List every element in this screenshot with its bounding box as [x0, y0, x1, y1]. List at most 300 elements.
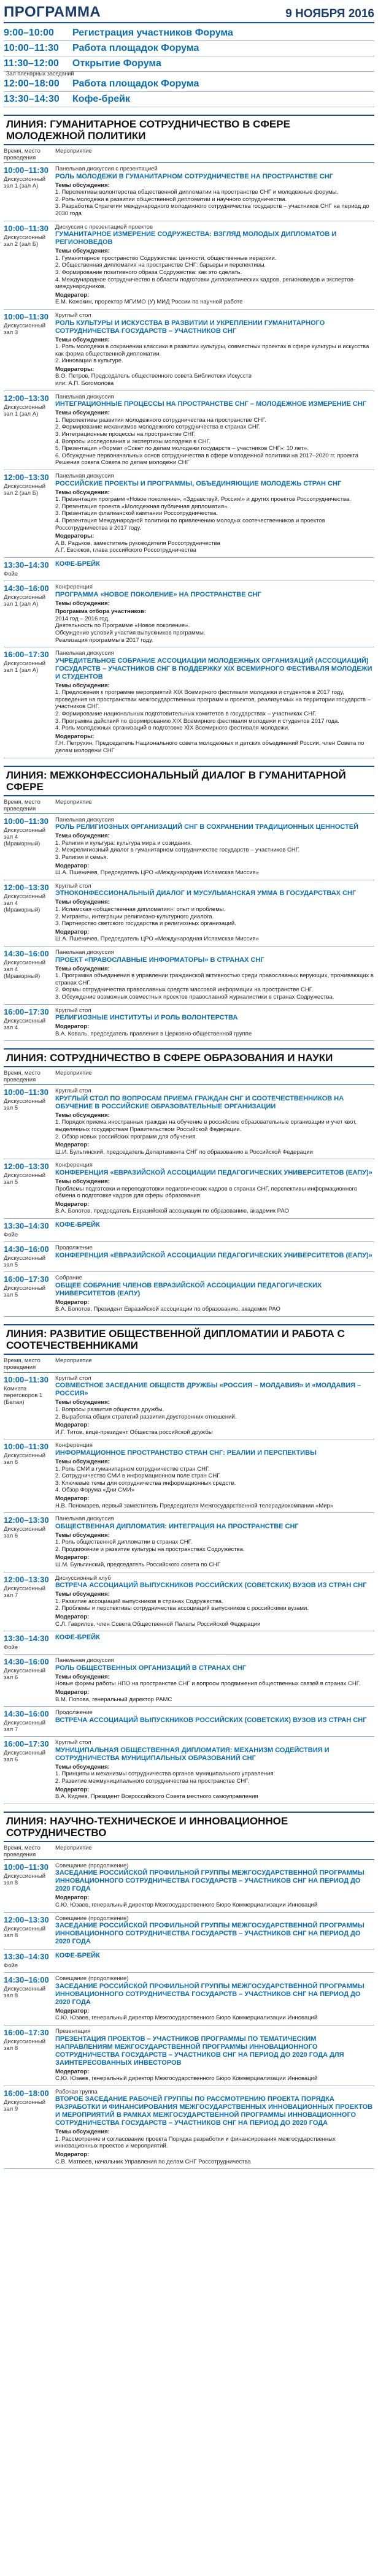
session-line: С.Ю. Юзаев, генеральный директор Межгосударственного Бюро Коммерциализации Инноваций — [55, 2014, 318, 2022]
session-content — [55, 1244, 374, 1268]
session-title: ОБЩЕЕ СОБРАНИЕ ЧЛЕНОВ ЕВРАЗИЙСКОЙ АССОЦИАЦИИ ПЕДАГОГИЧЕСКИХ УНИВЕРСИТЕТОВ (ЕАПУ) — [55, 1281, 322, 1297]
session-content — [55, 1952, 374, 1969]
session-label: Модератор: — [55, 2068, 90, 2075]
session-line: В.А. Коваль, председатель правления в Церковно-общественной группе — [55, 1030, 252, 1037]
session-line: 6. Обсуждение первоначальных основ сотрудничества в сфере молодежной политики на 2017–2020 гг. проекта Решения совета Совета по делам молодежи СНГ — [55, 452, 359, 467]
session-meta — [4, 1275, 55, 1313]
session-block — [4, 1707, 374, 1737]
session-line: С.Л. Гаврилов, член Совета Общественной Палаты Российской Федерации — [55, 1620, 261, 1628]
section — [4, 1812, 374, 2170]
session-line: 4. Роль молодежных организаций в подготовке XIX Всемирного фестиваля молодежи. — [55, 725, 290, 732]
opening-time: 11:30–12:00 — [4, 58, 59, 69]
session-time: 10:00–11:30 — [4, 1442, 49, 1452]
opening-schedule — [4, 26, 374, 107]
session-label: Модератор: — [55, 1894, 90, 1902]
session-title: ПРЕЗЕНТАЦИЯ ПРОЕКТОВ – УЧАСТНИКОВ ПРОГРАММЫ ПО ТЕМАТИЧЕСКИМ НАПРАВЛЕНИЯМ МЕЖГОСУДАРСТВЕННОЙ ПРОГРАММЫ ИННОВАЦИОННОГО СОТРУДНИЧЕСТВА ГОСУДАРСТВ – УЧАСТНИКОВ СНГ НА ПЕРИОД ДО 2020 ГОДА ДЛЯ ЗАИНТЕРЕСОВАННЫХ ИНВЕСТОРОВ — [55, 2035, 344, 2067]
session-content — [55, 1088, 374, 1156]
session-meta — [4, 394, 55, 467]
session-block — [4, 1513, 374, 1572]
opening-title: Регистрация участников Форума — [72, 28, 233, 38]
session-content — [55, 883, 374, 943]
session-line: Новые формы работы НПО на пространстве СНГ и вопросы продвижения общественных связей в странах СНГ. — [55, 1680, 361, 1688]
session-content — [55, 224, 374, 306]
session-title: КОФЕ-БРЕЙК — [55, 560, 100, 568]
session-format: Круглый стол — [55, 1007, 91, 1014]
session-title: ЗАСЕДАНИЕ РОССИЙСКОЙ ПРОФИЛЬНОЙ ГРУППЫ МЕЖГОСУДАРСТВЕННОЙ ПРОГРАММЫ ИННОВАЦИОННОГО СОТРУДНИЧЕСТВА ГОСУДАРСТВ – УЧАСТНИКОВ СНГ НА ПЕРИОД ДО 2020 ГОДА — [55, 1922, 364, 1946]
session-format: Собрание — [55, 1275, 82, 1281]
session-label: Темы обсуждения: — [55, 410, 110, 417]
session-line: В.А. Болотов, председатель Евразийской ассоциации по образованию, академик РАО — [55, 1208, 289, 1215]
session-line: А.В. Радьков, заместитель руководителя Россотрудничества — [55, 539, 220, 547]
session-label: Модератор: — [55, 1023, 90, 1031]
session-format: Круглый стол — [55, 1374, 91, 1382]
session-label: Темы обсуждения: — [55, 248, 110, 255]
session-format: Круглый стол — [55, 311, 91, 319]
session-label: Темы обсуждения: — [55, 489, 110, 496]
column-event: Мероприятие — [55, 1357, 92, 1364]
session-time: 14:30–16:00 — [4, 1975, 49, 1985]
session-title: КОФЕ-БРЕЙК — [55, 1221, 100, 1229]
session-time: 14:30–16:00 — [4, 1709, 49, 1719]
session-time: 13:30–14:30 — [4, 1952, 49, 1962]
session-block — [4, 2086, 374, 2170]
opening-time: 12:00–18:00 — [4, 78, 60, 89]
session-meta — [4, 1575, 55, 1628]
session-line: 2. Продвижение и развитие культуры на пространствах Содружества. — [55, 1545, 245, 1553]
session-place: Дискуссионный зал 1 (зал А) — [4, 593, 46, 608]
session-line: 1. Порядок приема иностранных граждан на обучение в российские образовательные организации и учет квот, выделяемых государствам Правительством Российской Федерации. — [55, 1119, 357, 1134]
opening-title: Работа площадок Форума — [72, 43, 199, 53]
session-title: ЗАСЕДАНИЕ РОССИЙСКОЙ ПРОФИЛЬНОЙ ГРУППЫ МЕЖГОСУДАРСТВЕННОЙ ПРОГРАММЫ ИННОВАЦИОННОГО СОТРУДНИЧЕСТВА ГОСУДАРСТВ – УЧАСТНИКОВ СНГ НА ПЕРИОД ДО 2020 ГОДА — [55, 1869, 364, 1893]
session-line: 1. Рассмотрение и согласование проекта Порядка разработки и финансирования межгосударственных инновационных проектов и мероприятий. — [55, 2135, 336, 2150]
session-place: Дискуссионный зал 6 — [4, 1452, 46, 1466]
session-block — [4, 1219, 374, 1242]
session-block — [4, 221, 374, 310]
session-label: Программа отбора участников: — [55, 608, 146, 615]
session-block — [4, 1973, 374, 2025]
session-content — [55, 312, 374, 387]
session-label: Темы обсуждения: — [55, 899, 110, 906]
session-place: Дискуссионный зал 5 — [4, 1172, 46, 1186]
session-format: Панельная дискуссия — [55, 650, 114, 657]
session-line: Деятельность по Программе «Новое поколение». — [55, 622, 190, 630]
session-format: Дискуссия с презентацией проектов — [55, 223, 153, 231]
session-meta — [4, 1442, 55, 1509]
session-format: Конференция — [55, 1442, 93, 1449]
session-label: Модератор: — [55, 1200, 90, 1208]
session-format: Панельная дискуссия — [55, 393, 114, 400]
column-header — [4, 1842, 374, 1860]
session-place: Дискуссионный зал 1 (зал А) — [4, 403, 46, 417]
session-meta — [4, 1375, 55, 1436]
session-time: 10:00–11:30 — [4, 1088, 49, 1097]
section — [4, 115, 374, 758]
session-line: И.Г. Титов, вице-президент Общества российской дружбы — [55, 1428, 213, 1436]
session-label: Темы обсуждения: — [55, 1531, 110, 1539]
session-label: Темы обсуждения: — [55, 1111, 110, 1119]
session-content — [55, 1709, 374, 1733]
opening-row — [4, 41, 374, 56]
session-content — [55, 1915, 374, 1946]
session-title: ГУМАНИТАРНОЕ ИЗМЕРЕНИЕ СОДРУЖЕСТВА: ВЗГЛЯД МОЛОДЫХ ДИПЛОМАТОВ И РЕГИОНОВЕДОВ — [55, 231, 337, 246]
session-meta — [4, 883, 55, 943]
session-title: РЕЛИГИОЗНЫЕ ИНСТИТУТЫ И РОЛЬ ВОЛОНТЕРСТВА — [55, 1014, 238, 1022]
session-block — [4, 581, 374, 647]
session-format: Конференция — [55, 1162, 93, 1169]
section — [4, 766, 374, 1042]
session-content — [55, 949, 374, 1001]
session-line: В.А. Кидяев, Президент Всероссийского Совета местного самоуправления — [55, 1793, 258, 1801]
session-content — [55, 1375, 374, 1436]
session-line: С.Ю. Юзаев, генеральный директор Межгосударственного Бюро Коммерциализации Инноваций — [55, 2075, 318, 2083]
session-line: 5. Презентация «Формат «Совет по делам молодежи государств – участников СНГ»: 10 лет». — [55, 445, 309, 452]
session-line: 2. Роль молодежи в развитии общественной дипломатии и научного сотрудничества. — [55, 196, 287, 203]
session-label: Модератор: — [55, 862, 90, 869]
session-place: Дискуссионный зал 4 (Мраморный) — [4, 959, 46, 980]
session-place: Дискуссионный зал 3 — [4, 322, 46, 336]
session-label: Темы обсуждения: — [55, 1399, 110, 1406]
session-content — [55, 1162, 374, 1215]
session-time: 10:00–11:30 — [4, 166, 49, 175]
session-place: Дискуссионный зал 6 — [4, 1526, 46, 1540]
session-line: 2. Развитие межмуниципального сотрудничества на пространстве СНГ. — [55, 1777, 249, 1785]
session-place: Дискуссионный зал 2 (зал Б) — [4, 234, 46, 248]
session-time: 16:00–17:30 — [4, 1739, 49, 1749]
session-line: С.В. Матвеев, начальник Управления по делам СНГ Россотрудничества — [55, 2158, 251, 2165]
session-label: Модератор: — [55, 1422, 90, 1429]
session-line: Н.В. Пономарев, первый заместитель Председателя Межгосударственной телерадиокомпании «Мир» — [55, 1502, 334, 1509]
session-time: 12:00–13:30 — [4, 1574, 49, 1584]
session-label: Темы обсуждения: — [55, 181, 110, 189]
session-format: Круглый стол — [55, 1088, 91, 1095]
session-format: Панельная дискуссия — [55, 1657, 114, 1664]
session-content — [55, 166, 374, 218]
session-time: 13:30–14:30 — [4, 1634, 49, 1644]
session-label: Темы обсуждения: — [55, 1178, 110, 1186]
session-title: КОФЕ-БРЕЙК — [55, 1952, 100, 1960]
section-title: ЛИНИЯ: ГУМАНИТАРНОЕ СОТРУДНИЧЕСТВО В СФЕРЕ МОЛОДЕЖНОЙ ПОЛИТИКИ — [4, 115, 374, 145]
section-title: ЛИНИЯ: РАЗВИТИЕ ОБЩЕСТВЕННОЙ ДИПЛОМАТИИ И РАБОТА С СООТЕЧЕСТВЕННИКАМИ — [4, 1324, 374, 1355]
session-title: ПРОЕКТ «ПРАВОСЛАВНЫЕ ИНФОРМАТОРЫ» В СТРАНАХ СНГ — [55, 956, 264, 964]
session-content — [55, 394, 374, 467]
opening-row — [4, 56, 374, 72]
session-meta — [4, 584, 55, 644]
session-line: 2014 год – 2016 год. — [55, 615, 110, 622]
session-time: 16:00–17:30 — [4, 1007, 49, 1016]
session-place: Дискуссионный зал 8 — [4, 1986, 46, 2000]
session-line: 1. Исламская «общественная дипломатия»: опыт и проблемы. — [55, 905, 226, 913]
session-block — [4, 647, 374, 758]
session-line: В.О. Петров, Председатель общественного совета Библиотеки Искусств — [55, 373, 252, 380]
session-content — [55, 1739, 374, 1801]
session-content — [55, 2028, 374, 2083]
session-line: 2. Проблемы и перспективы сотрудничества ассоциаций выпускников с российскими вузами. — [55, 1605, 309, 1612]
session-time: 12:00–13:30 — [4, 1915, 49, 1924]
session-meta — [4, 1739, 55, 1801]
session-label: Темы обсуждения: — [55, 682, 110, 689]
opening-time: 9:00–10:00 — [4, 28, 54, 38]
session-time: 12:00–13:30 — [4, 1515, 49, 1525]
session-content — [55, 1442, 374, 1509]
session-block — [4, 310, 374, 391]
session-block — [4, 1242, 374, 1272]
session-title: СОВМЕСТНОЕ ЗАСЕДАНИЕ ОБЩЕСТВ ДРУЖБЫ «РОССИЯ – МОЛДАВИЯ» И «МОЛДАВИЯ – РОССИЯ» — [55, 1382, 361, 1398]
column-event: Мероприятие — [55, 1070, 92, 1077]
session-line: 1. Роль СМИ в гуманитарном сотрудничестве стран СНГ. — [55, 1465, 210, 1473]
session-place: Фойе — [4, 570, 18, 577]
session-time: 10:00–11:30 — [4, 1374, 49, 1384]
session-title: МУНИЦИПАЛЬНАЯ ОБЩЕСТВЕННАЯ ДИПЛОМАТИЯ: МЕХАНИЗМ СОДЕЙСТВИЯ И СОТРУДНИЧЕСТВА МУНИЦИПАЛЬНЫХ ОБРАЗОВАНИЙ СНГ — [55, 1746, 330, 1762]
session-line: 3. Формирование позитивного образа Содружества: как это сделать. — [55, 269, 242, 276]
session-time: 16:00–17:30 — [4, 2027, 49, 2037]
session-line: 1. Роль общественной дипломатии в странах СНГ. — [55, 1539, 193, 1546]
session-time: 13:30–14:30 — [4, 560, 49, 570]
session-format: Совещание (продолжение) — [55, 1915, 129, 1922]
session-content — [55, 1221, 374, 1238]
session-place: Комната переговоров 1 (Белая) — [4, 1385, 43, 1406]
session-label: Темы обсуждения: — [55, 1673, 110, 1680]
session-format: Продолжение — [55, 1244, 93, 1251]
session-label: Модератор: — [55, 1141, 90, 1149]
section — [4, 1324, 374, 1804]
session-label: Модератор: — [55, 1495, 90, 1502]
column-time-place: Время, место проведения — [4, 1357, 40, 1371]
session-line: 2. Презентация проекта «Молодежная публичная дипломатия». — [55, 503, 229, 510]
session-line: 4. Вопросы исследования и экспертизы молодежи в СНГ. — [55, 438, 211, 445]
session-line: 3. Программа действий по формированию XIX Всемирного фестиваля молодежи и студентов 2017 года. — [55, 717, 339, 725]
session-meta — [4, 560, 55, 577]
session-meta — [4, 166, 55, 218]
session-title: КОНФЕРЕНЦИЯ «ЕВРАЗИЙСКОЙ АССОЦИАЦИИ ПЕДАГОГИЧЕСКИХ УНИВЕРСИТЕТОВ (ЕАПУ)» — [55, 1169, 372, 1177]
session-time: 16:00–17:30 — [4, 650, 49, 660]
session-place: Дискуссионный зал 5 — [4, 1255, 46, 1268]
session-meta — [4, 1162, 55, 1215]
session-time: 14:30–16:00 — [4, 1244, 49, 1254]
session-format: Продолжение — [55, 1709, 93, 1717]
session-label: Темы обсуждения: — [55, 1763, 110, 1770]
session-title: РОЛЬ МОЛОДЕЖИ В ГУМАНИТАРНОМ СОТРУДНИЧЕСТВЕ НА ПРОСТРАНСТВЕ СНГ — [55, 172, 333, 180]
session-time: 12:00–13:30 — [4, 1162, 49, 1172]
session-label: Модератор: — [55, 1554, 90, 1561]
session-place: Дискуссионный зал 2 (зал Б) — [4, 483, 46, 497]
session-time: 14:30–16:00 — [4, 948, 49, 958]
session-block — [4, 1572, 374, 1632]
session-format: Панельная дискуссия — [55, 816, 114, 823]
session-format: Круглый стол — [55, 882, 91, 890]
session-line: 4. Международное сотрудничество в области подготовки дипломатических кадров, регионоведов и экспертов-международников. — [55, 276, 355, 291]
session-meta — [4, 1952, 55, 1969]
column-header — [4, 1067, 374, 1085]
session-line: 2. Инновации в культуре. — [55, 357, 123, 365]
session-line: Е.М. Кожокин, проректор МГИМО (У) МИД России по научной работе — [55, 299, 243, 306]
session-meta — [4, 1634, 55, 1651]
session-line: 3. Разработка Стратегии международного молодежного сотрудничества государств – участников СНГ на период до 2030 года — [55, 203, 369, 217]
session-label: Темы обсуждения: — [55, 600, 110, 607]
opening-sub: Зал пленарных заседаний — [6, 70, 74, 77]
session-line: 4. Презентация Международной политики по привлечению молодых соотечественников и проектов Россотрудничества в 2017 году. — [55, 517, 325, 532]
column-time-place: Время, место проведения — [4, 798, 40, 812]
session-place: Дискуссионный зал 8 — [4, 1872, 46, 1886]
session-meta — [4, 650, 55, 755]
session-content — [55, 1515, 374, 1569]
session-time: 10:00–11:30 — [4, 223, 49, 233]
session-time: 12:00–13:30 — [4, 393, 49, 403]
session-title: РОЛЬ ОБЩЕСТВЕННЫХ ОРГАНИЗАЦИЙ В СТРАНАХ СНГ — [55, 1664, 246, 1672]
session-line: 1. Перспективы волонтерства общественной дипломатии на пространстве СНГ и молодежные форумы. — [55, 189, 338, 196]
session-format: Круглый стол — [55, 1739, 91, 1747]
session-place: Дискуссионный зал 9 — [4, 2098, 46, 2113]
session-format: Презентация — [55, 2027, 91, 2035]
column-time-place: Время, место проведения — [4, 1070, 40, 1084]
session-line: Ш.М. Бульгинский, председатель Российского совета по СНГ — [55, 1561, 221, 1569]
session-time: 12:00–13:30 — [4, 882, 49, 892]
session-line: 2. Сотрудничество СМИ в информационном поле стран СНГ. — [55, 1473, 221, 1480]
session-line: 1. Презентация программ «Новое поколение», «Здравствуй, Россия!» и других проектов Россотрудничества. — [55, 496, 351, 503]
session-place: Дискуссионный зал 1 (зал А) — [4, 660, 46, 674]
section-title: ЛИНИЯ: МЕЖКОНФЕССИОНАЛЬНЫЙ ДИАЛОГ В ГУМАНИТАРНОЙ СФЕРЕ — [4, 766, 374, 796]
session-block — [4, 1860, 374, 1913]
session-block — [4, 391, 374, 470]
session-content — [55, 650, 374, 755]
session-line: 1. Гуманитарное пространство Содружества: ценности, общественные иерархии. — [55, 254, 277, 262]
session-place: Дискуссионный зал 4 (Мраморный) — [4, 826, 46, 847]
session-line: 4. Обзор Форума «Дни СМИ» — [55, 1487, 135, 1494]
session-block — [4, 880, 374, 947]
session-place: Дискуссионный зал 5 — [4, 1098, 46, 1112]
session-block — [4, 947, 374, 1005]
session-content — [55, 1657, 374, 1703]
session-meta — [4, 1007, 55, 1038]
session-line: 2. Обзор новых российских программ для обучения. — [55, 1133, 197, 1140]
session-label: Модераторы: — [55, 733, 94, 740]
session-place: Дискуссионный зал 1 (зал А) — [4, 176, 46, 189]
opening-title: Открытие Форума — [72, 58, 161, 69]
session-format: Панельная дискуссия — [55, 1515, 114, 1523]
column-event: Мероприятие — [55, 798, 92, 806]
session-block — [4, 1272, 374, 1317]
opening-time: 13:30–14:30 — [4, 94, 60, 104]
session-meta — [4, 2028, 55, 2083]
session-line: 2. Межрелигиозный диалог в гуманитарном сотрудничестве государств – участников СНГ. — [55, 847, 300, 854]
session-time: 16:00–18:00 — [4, 2088, 49, 2098]
session-title: УЧРЕДИТЕЛЬНОЕ СОБРАНИЕ АССОЦИАЦИИ МОЛОДЕЖНЫХ ОРГАНИЗАЦИЙ (АССОЦИАЦИЙ) ГОСУДАРСТВ – УЧАСТНИКОВ СНГ В ПОДДЕРЖКУ XIX ВСЕМИРНОГО ФЕСТИВАЛЯ МОЛОДЕЖИ И СТУДЕНТОВ — [55, 657, 372, 680]
session-line: В.М. Попова, генеральный директор РАМС — [55, 1696, 172, 1703]
session-label: Модератор: — [55, 1614, 90, 1621]
session-time: 12:00–13:30 — [4, 473, 49, 482]
session-meta — [4, 1915, 55, 1946]
session-format: Панельная дискуссия с презентацией — [55, 166, 158, 172]
session-line: А.Г. Евсюков, глава российского Россотрудничества — [55, 547, 196, 554]
column-time-place: Время, место проведения — [4, 148, 40, 161]
session-title: ВТОРОЕ ЗАСЕДАНИЕ РАБОЧЕЙ ГРУППЫ ПО РАССМОТРЕНИЮ ПРОЕКТА ПОРЯДКА РАЗРАБОТКИ И ФИНАНСИРОВАНИЯ МЕЖГОСУДАРСТВЕННЫХ ИННОВАЦИОННЫХ ПРОЕКТОВ И МЕРОПРИЯТИЙ В РАМКАХ МЕЖГОСУДАРСТВЕННОЙ ПРОГРАММЫ ИННОВАЦИОННОГО СОТРУДНИЧЕСТВА ГОСУДАРСТВ – УЧАСТНИКОВ СНГ НА ПЕРИОД ДО 2020 ГОДА — [55, 2095, 373, 2127]
session-title: ИНТЕГРАЦИОННЫЕ ПРОЦЕССЫ НА ПРОСТРАНСТВЕ СНГ – МОЛОДЕЖНОЕ ИЗМЕРЕНИЕ СНГ — [55, 400, 366, 408]
session-meta — [4, 473, 55, 554]
session-label: Модератор: — [55, 291, 90, 299]
session-meta — [4, 1515, 55, 1569]
column-header — [4, 1355, 374, 1373]
session-line: 1. Роль молодежи в сохранении классики в развитии культуры, совместных проектах в сфере культуры и искусства как форма общественной дипломатии. — [55, 343, 369, 357]
session-time: 14:30–16:00 — [4, 1657, 49, 1667]
session-label: Модераторы: — [55, 365, 94, 373]
session-content — [55, 1975, 374, 2022]
section — [4, 1048, 374, 1317]
session-meta — [4, 1221, 55, 1238]
session-line: 1. Перспективы развития молодежного сотрудничества на пространстве СНГ. — [55, 416, 266, 424]
session-label: Модератор: — [55, 1689, 90, 1696]
session-block — [4, 1439, 374, 1513]
session-place: Фойе — [4, 1962, 18, 1970]
session-place: Дискуссионный зал 4 — [4, 1017, 46, 1031]
session-label: Модератор: — [55, 2007, 90, 2014]
session-meta — [4, 949, 55, 1001]
section-title: ЛИНИЯ: НАУЧНО-ТЕХНИЧЕСКОЕ И ИННОВАЦИОННОЕ СОТРУДНИЧЕСТВО — [4, 1812, 374, 1842]
opening-title: Работа площадок Форума — [72, 78, 199, 89]
session-title: ЭТНОКОНФЕССИОНАЛЬНЫЙ ДИАЛОГ И МУСУЛЬМАНСКАЯ УММА В ГОСУДАРСТВАХ СНГ — [55, 890, 357, 897]
session-line: 3. Презентация флагманской кампании Россотрудничества. — [55, 510, 218, 517]
session-title: КОФЕ-БРЕЙК — [55, 1634, 100, 1642]
session-format: Совещание (продолжение) — [55, 1975, 129, 1983]
session-content — [55, 1634, 374, 1651]
session-label: Модератор: — [55, 1786, 90, 1793]
session-meta — [4, 312, 55, 387]
session-title: РОЛЬ КУЛЬТУРЫ И ИСКУССТВА В РАЗВИТИИ И УКРЕПЛЕНИИ ГУМАНИТАРНОГО СОТРУДНИЧЕСТВА ГОСУДАРСТВ – УЧАСТНИКОВ СНГ — [55, 319, 325, 335]
session-line: 1. Программа объединения в управлении гражданской активностью среди православных верующих, проживающих в странах СНГ. — [55, 972, 374, 986]
session-meta — [4, 1088, 55, 1156]
session-title: РОЛЬ РЕЛИГИОЗНЫХ ОРГАНИЗАЦИЙ СНГ В СОХРАНЕНИИ ТРАДИЦИОННЫХ ЦЕННОСТЕЙ — [55, 823, 359, 831]
session-label: Темы обсуждения: — [55, 336, 110, 343]
session-line: 2. Формы сотрудничества православных средств массовой информации на пространстве СНГ. — [55, 986, 314, 994]
session-format: Совещание (продолжение) — [55, 1862, 129, 1869]
session-line: Обсуждение условий участия выпускников программы. — [55, 629, 206, 636]
session-format: Панельная дискуссия — [55, 473, 114, 479]
session-time: 10:00–11:30 — [4, 1862, 49, 1872]
session-block — [4, 1949, 374, 1973]
program-date: 9 НОЯБРЯ 2016 — [285, 7, 374, 20]
session-label: Модератор: — [55, 928, 90, 936]
session-meta — [4, 224, 55, 306]
session-content — [55, 1862, 374, 1909]
session-content — [55, 473, 374, 554]
column-header — [4, 145, 374, 163]
session-block — [4, 1655, 374, 1707]
session-title: ИНФОРМАЦИОННОЕ ПРОСТРАНСТВО СТРАН СНГ: РЕАЛИИ И ПЕРСПЕКТИВЫ — [55, 1449, 317, 1457]
session-label: Темы обсуждения: — [55, 2128, 110, 2136]
opening-row — [4, 77, 374, 92]
session-content — [55, 1007, 374, 1038]
session-place: Дискуссионный зал 4 (Мраморный) — [4, 893, 46, 913]
session-label: Темы обсуждения: — [55, 1458, 110, 1465]
program-sections — [4, 115, 374, 2169]
session-place: Дискуссионный зал 6 — [4, 1750, 46, 1764]
session-place: Фойе — [4, 1232, 18, 1238]
program-header — [4, 4, 374, 23]
session-meta — [4, 1244, 55, 1268]
program-title: ПРОГРАММА — [4, 4, 101, 20]
session-title: ВСТРЕЧА АССОЦИАЦИЙ ВЫПУСКНИКОВ РОССИЙСКИХ (СОВЕТСКИХ) ВУЗОВ ИЗ СТРАН СНГ — [55, 1716, 367, 1724]
session-meta — [4, 1862, 55, 1909]
session-meta — [4, 2089, 55, 2166]
session-line: 3. Обсуждение возможных совместных проектов православной журналистики в странах Содружества. — [55, 993, 334, 1000]
session-time: 10:00–11:30 — [4, 311, 49, 321]
session-line: 2. Формирование механизмов молодежного сотрудничества в странах СНГ. — [55, 424, 261, 431]
session-block — [4, 1005, 374, 1042]
session-line: 2. Мигранты, интеграции религиозно-культурного диалога. — [55, 913, 214, 920]
session-line: 1. Религия и культура: культура мира и созидания. — [55, 839, 193, 847]
session-content — [55, 1275, 374, 1313]
session-time: 16:00–17:30 — [4, 1275, 49, 1284]
session-block — [4, 1085, 374, 1159]
session-line: 3. Религия и семья. — [55, 854, 109, 861]
